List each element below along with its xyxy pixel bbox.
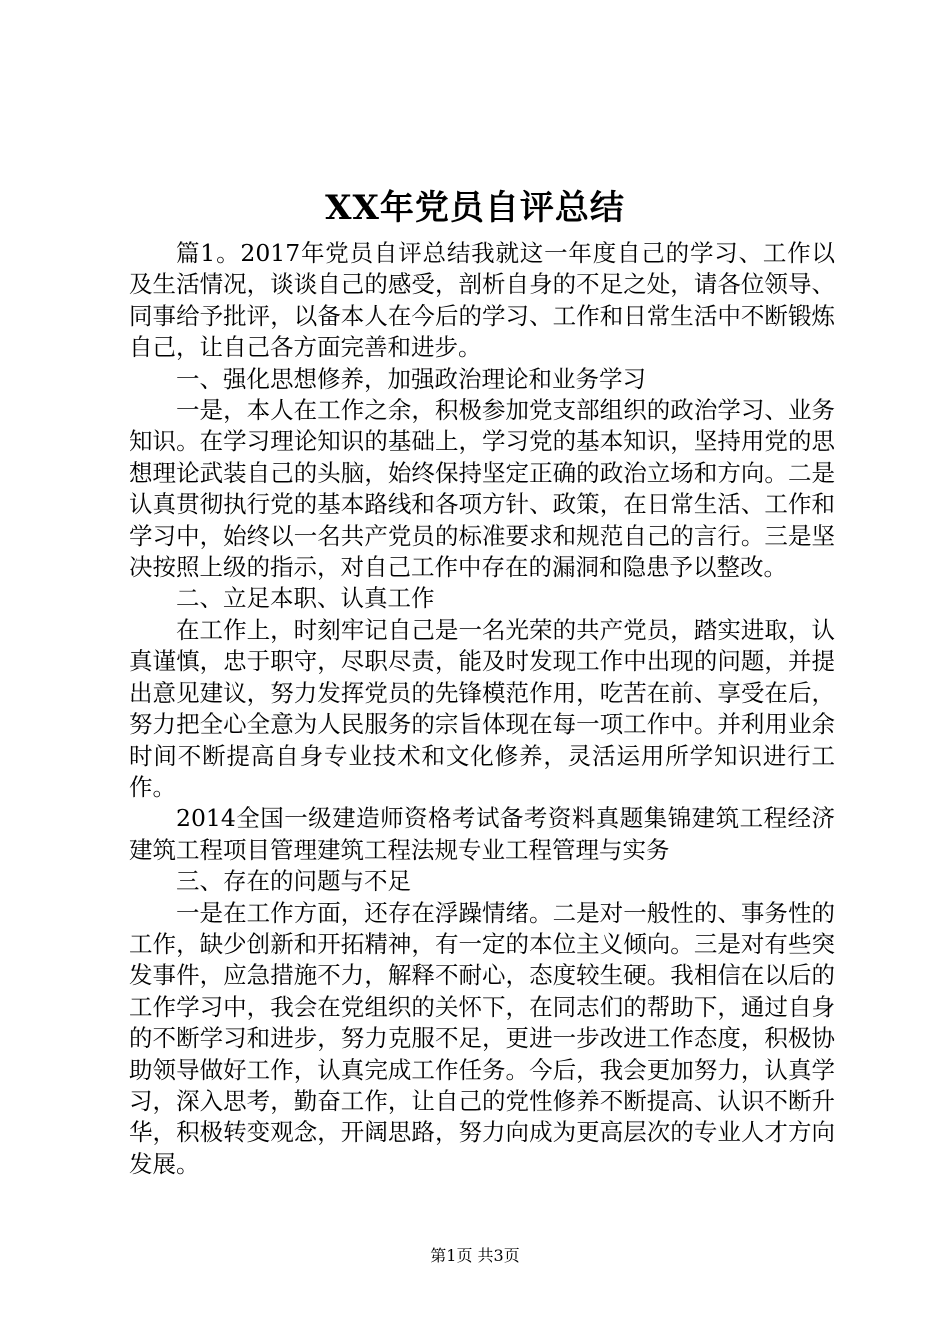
document-body (129, 238, 835, 1180)
section-heading-3: 三、存在的问题与不足 (176, 867, 411, 896)
inserted-ad-paragraph: 2014全国一级建造师资格考试备考资料真题集锦建筑工程经济建筑工程项目管理建筑工程法规专业工程管理与实务 (129, 804, 835, 864)
document-title: XX年党员自评总结 (325, 188, 625, 228)
intro-paragraph: 篇1。2017年党员自评总结我就这一年度自己的学习、工作以及生活情况，谈谈自己的感受，剖析自身的不足之处，请各位领导、同事给予批评，以备本人在今后的学习、工作和日常生活中不断锻炼自己，让自己各方面完善和进步。 (129, 239, 835, 362)
section-2-paragraph: 在工作上，时刻牢记自己是一名光荣的共产党员，踏实进取，认真谨慎，忠于职守，尽职尽责，能及时发现工作中出现的问题，并提出意见建议，努力发挥党员的先锋模范作用，吃苦在前、享受在后，努力把全心全意为人民服务的宗旨体现在每一项工作中。并利用业余时间不断提高自身专业技术和文化修养，灵活运用所学知识进行工作。 (129, 615, 835, 801)
section-heading-2: 二、立足本职、认真工作 (176, 584, 435, 613)
page-number-footer: 第1页 共3页 (430, 1246, 520, 1265)
section-3-paragraph: 一是在工作方面，还存在浮躁情绪。二是对一般性的、事务性的工作，缺少创新和开拓精神，有一定的本位主义倾向。三是对有些突发事件，应急措施不力，解释不耐心，态度较生硬。我相信在以后的工作学习中，我会在党组织的关怀下，在同志们的帮助下，通过自身的不断学习和进步，努力克服不足，更进一步改进工作态度，积极协助领导做好工作，认真完成工作任务。今后，我会更加努力，认真学习，深入思考，勤奋工作，让自己的党性修养不断提高、认识不断升华，积极转变观念，开阔思路，努力向成为更高层次的专业人才方向发展。 (129, 898, 835, 1178)
section-1-paragraph: 一是，本人在工作之余，积极参加党支部组织的政治学习、业务知识。在学习理论知识的基础上，学习党的基本知识，坚持用党的思想理论武装自己的头脑，始终保持坚定正确的政治立场和方向。二是认真贯彻执行党的基本路线和各项方针、政策，在日常生活、工作和学习中，始终以一名共产党员的标准要求和规范自己的言行。三是坚决按照上级的指示，对自己工作中存在的漏洞和隐患予以整改。 (129, 396, 835, 582)
section-heading-1: 一、强化思想修养，加强政治理论和业务学习 (176, 364, 646, 393)
